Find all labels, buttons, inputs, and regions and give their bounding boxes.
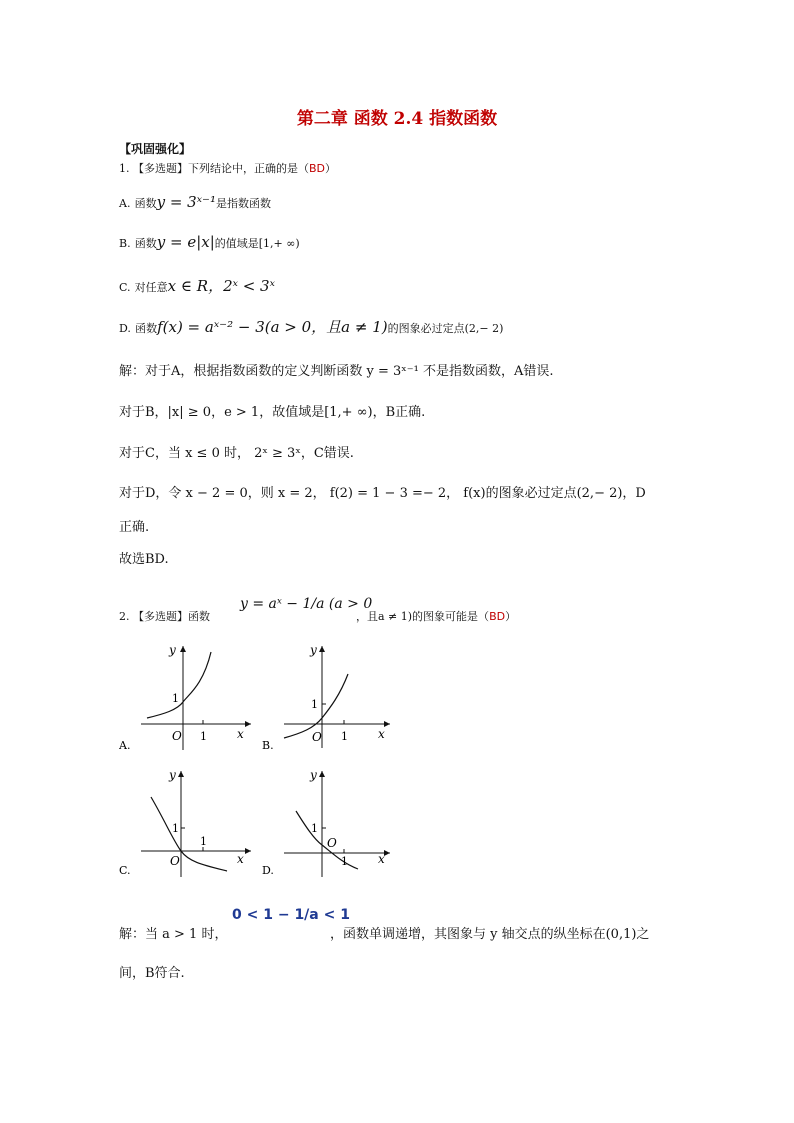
option-label: B. — [119, 237, 131, 250]
q1-suffix: ） — [325, 162, 337, 175]
q1-option-d — [119, 316, 503, 337]
q1-prefix: 1. 【多选题】下列结论中，正确的是（ — [119, 162, 309, 175]
section-heading: 【巩固强化】 — [119, 142, 192, 156]
origin-label: O — [312, 730, 322, 744]
option-text: 函数 — [135, 322, 158, 335]
q2-suffix: ） — [505, 610, 517, 623]
option-after: 的值域是[1,+ ∞) — [214, 237, 300, 250]
q1-option-c — [119, 275, 275, 296]
x-axis-arrow — [384, 850, 390, 856]
q1-option-a — [119, 193, 271, 211]
y-axis-arrow — [178, 771, 184, 777]
x-axis-label: x — [237, 727, 244, 741]
y-axis-label: y — [310, 643, 317, 657]
y-axis-arrow — [319, 771, 325, 777]
option-math: x ∈ R，2ˣ < 3ˣ — [167, 277, 275, 295]
q1-solution-line-3: 对于C，当 x ≤ 0 时， 2ˣ ≥ 3ˣ，C错误. — [119, 446, 354, 461]
origin-label: O — [327, 836, 337, 850]
q1-stem — [119, 160, 336, 176]
y-tick-label: 1 — [311, 698, 318, 711]
y-tick-label: 1 — [311, 822, 318, 835]
x-axis-arrow — [245, 721, 251, 727]
page-title: 第二章 函数 2.4 指数函数 — [296, 109, 498, 129]
graph-label: A. — [119, 739, 131, 752]
q2-solution-line-1b: ，函数单调递增，其图象与 y 轴交点的纵坐标在(0,1)之 — [330, 927, 650, 942]
curve — [147, 652, 211, 718]
q2-prefix: 2. 【多选题】函数 — [119, 610, 210, 623]
x-tick-label: 1 — [200, 730, 207, 743]
graph-d — [262, 765, 402, 880]
q2-solution-line-1a: 解：当 a > 1 时， — [119, 927, 228, 942]
q2-stem-rest — [356, 608, 516, 624]
option-text: 对任意 — [134, 281, 168, 294]
x-axis-label: x — [378, 852, 385, 866]
option-text: 函数 — [134, 237, 157, 250]
q2-solution-line-2: 间，B符合. — [119, 966, 185, 981]
y-axis-label: y — [169, 768, 176, 782]
q1-option-b — [119, 233, 300, 251]
q1-solution-line-5: 正确. — [119, 520, 150, 535]
graph-label: B. — [262, 739, 274, 752]
option-label: A. — [119, 197, 131, 210]
x-axis-label: x — [378, 727, 385, 741]
q2-middle: ，且a ≠ 1)的图象可能是（ — [356, 610, 490, 623]
option-label: D. — [119, 322, 131, 335]
q2-answer: BD — [489, 610, 506, 623]
x-axis-arrow — [384, 721, 390, 727]
y-axis-label: y — [310, 768, 317, 782]
origin-label: O — [170, 854, 180, 868]
option-math: y = e|x| — [156, 233, 215, 251]
y-tick-label: 1 — [172, 692, 179, 705]
y-axis-label: y — [169, 643, 176, 657]
origin-label: O — [172, 729, 182, 743]
option-after: 是指数函数 — [215, 197, 271, 210]
option-text: 函数 — [134, 197, 157, 210]
option-math: y = 3ˣ⁻¹ — [156, 193, 216, 211]
graph-label: C. — [119, 864, 131, 877]
option-math: f(x) = aˣ⁻² − 3(a > 0，且a ≠ 1) — [157, 318, 388, 336]
x-tick-label: 1 — [200, 835, 207, 848]
y-axis-arrow — [180, 646, 186, 652]
y-tick-label: 1 — [172, 822, 179, 835]
x-axis-arrow — [245, 848, 251, 854]
curve — [151, 797, 227, 871]
x-tick-label: 1 — [341, 855, 348, 868]
option-after: 的图象必过定点(2,− 2) — [387, 322, 504, 335]
option-label: C. — [119, 281, 131, 294]
graph-a — [119, 640, 259, 755]
q2-formula: y = aˣ − 1/a (a > 0 — [240, 596, 373, 612]
graph-c — [119, 765, 259, 880]
q2-solution-inequality: 0 < 1 − 1/a < 1 — [232, 907, 350, 923]
x-axis-label: x — [237, 852, 244, 866]
q1-solution-line-1: 解：对于A，根据指数函数的定义判断函数 y = 3ˣ⁻¹ 不是指数函数，A错误. — [119, 364, 554, 379]
q1-solution-line-2: 对于B，|x| ≥ 0，e > 1，故值域是[1,+ ∞)，B正确. — [119, 405, 426, 420]
x-tick-label: 1 — [341, 730, 348, 743]
q1-solution-line-4: 对于D，令 x − 2 = 0，则 x = 2， f(2) = 1 − 3 =− 2， f(x)的图象必过定点(2,− 2)，D — [119, 486, 646, 501]
graph-b — [262, 640, 402, 755]
q2-stem — [119, 608, 210, 624]
q1-solution-line-6: 故选BD. — [119, 552, 169, 567]
q1-answer: BD — [309, 162, 326, 175]
graph-label: D. — [262, 864, 274, 877]
y-axis-arrow — [319, 646, 325, 652]
